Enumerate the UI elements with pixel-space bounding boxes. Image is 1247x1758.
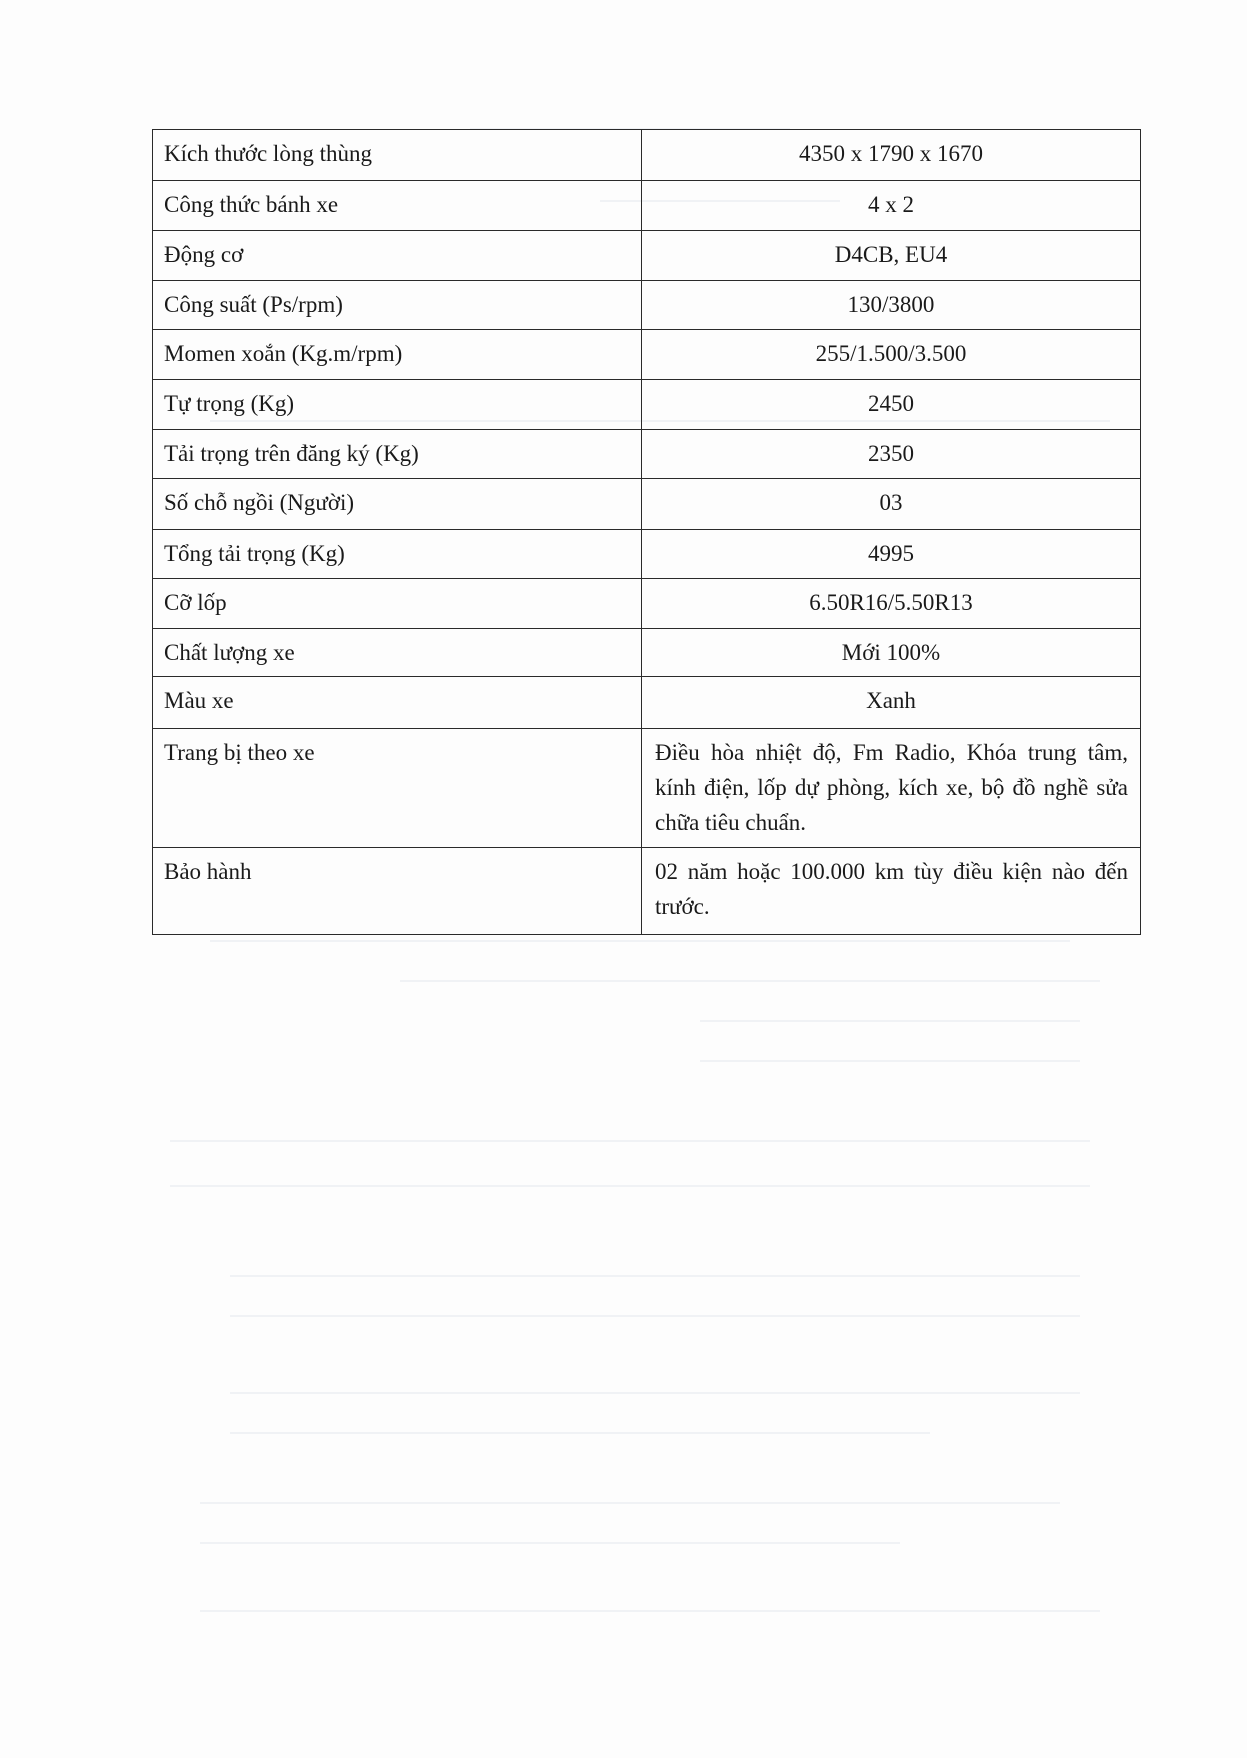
table-row [153, 729, 1141, 848]
spec-label: Màu xe [153, 677, 642, 729]
table-row [153, 330, 1141, 380]
spec-value: 4995 [642, 530, 1141, 579]
spec-value: Điều hòa nhiệt độ, Fm Radio, Khóa trung tâm, kính điện, lốp dự phòng, kích xe, bộ đồ nghề sửa chữa tiêu chuẩn. [642, 729, 1141, 848]
spec-label: Tự trọng (Kg) [153, 380, 642, 430]
bleed-through-line [230, 1275, 1080, 1277]
spec-value: 4 x 2 [642, 181, 1141, 231]
spec-label: Công thức bánh xe [153, 181, 642, 231]
spec-label: Tải trọng trên đăng ký (Kg) [153, 430, 642, 479]
spec-label: Động cơ [153, 231, 642, 281]
table-row [153, 380, 1141, 430]
spec-label: Công suất (Ps/rpm) [153, 281, 642, 330]
spec-value: Xanh [642, 677, 1141, 729]
spec-value: Mới 100% [642, 629, 1141, 677]
spec-label: Momen xoắn (Kg.m/rpm) [153, 330, 642, 380]
spec-label: Tổng tải trọng (Kg) [153, 530, 642, 579]
bleed-through-line [700, 1020, 1080, 1022]
spec-value: 130/3800 [642, 281, 1141, 330]
table-row [153, 579, 1141, 629]
spec-label: Cỡ lốp [153, 579, 642, 629]
bleed-through-line [170, 1140, 1090, 1142]
spec-value: 255/1.500/3.500 [642, 330, 1141, 380]
table-row [153, 530, 1141, 579]
bleed-through-line [230, 1392, 1080, 1394]
spec-label: Kích thước lòng thùng [153, 130, 642, 181]
vehicle-spec-table [152, 129, 1141, 935]
spec-value: 02 năm hoặc 100.000 km tùy điều kiện nào đến trước. [642, 848, 1141, 935]
spec-value: 2350 [642, 430, 1141, 479]
table-row [153, 231, 1141, 281]
table-row [153, 677, 1141, 729]
table-row [153, 281, 1141, 330]
bleed-through-line [230, 1432, 930, 1434]
table-row [153, 430, 1141, 479]
bleed-through-line [200, 1502, 1060, 1504]
bleed-through-line [200, 1610, 1100, 1612]
bleed-through-line [400, 980, 1100, 982]
spec-label: Bảo hành [153, 848, 642, 935]
bleed-through-line [210, 940, 1070, 942]
table-row [153, 848, 1141, 935]
spec-label: Chất lượng xe [153, 629, 642, 677]
bleed-through-line [200, 1542, 900, 1544]
bleed-through-line [170, 1185, 1090, 1187]
spec-label: Số chỗ ngồi (Người) [153, 479, 642, 530]
table-row [153, 479, 1141, 530]
spec-value: 6.50R16/5.50R13 [642, 579, 1141, 629]
table-row [153, 629, 1141, 677]
table-row [153, 181, 1141, 231]
table-row [153, 130, 1141, 181]
spec-value: D4CB, EU4 [642, 231, 1141, 281]
spec-label: Trang bị theo xe [153, 729, 642, 848]
bleed-through-line [700, 1060, 1080, 1062]
spec-value: 2450 [642, 380, 1141, 430]
bleed-through-line [230, 1315, 1080, 1317]
spec-value: 03 [642, 479, 1141, 530]
spec-value: 4350 x 1790 x 1670 [642, 130, 1141, 181]
